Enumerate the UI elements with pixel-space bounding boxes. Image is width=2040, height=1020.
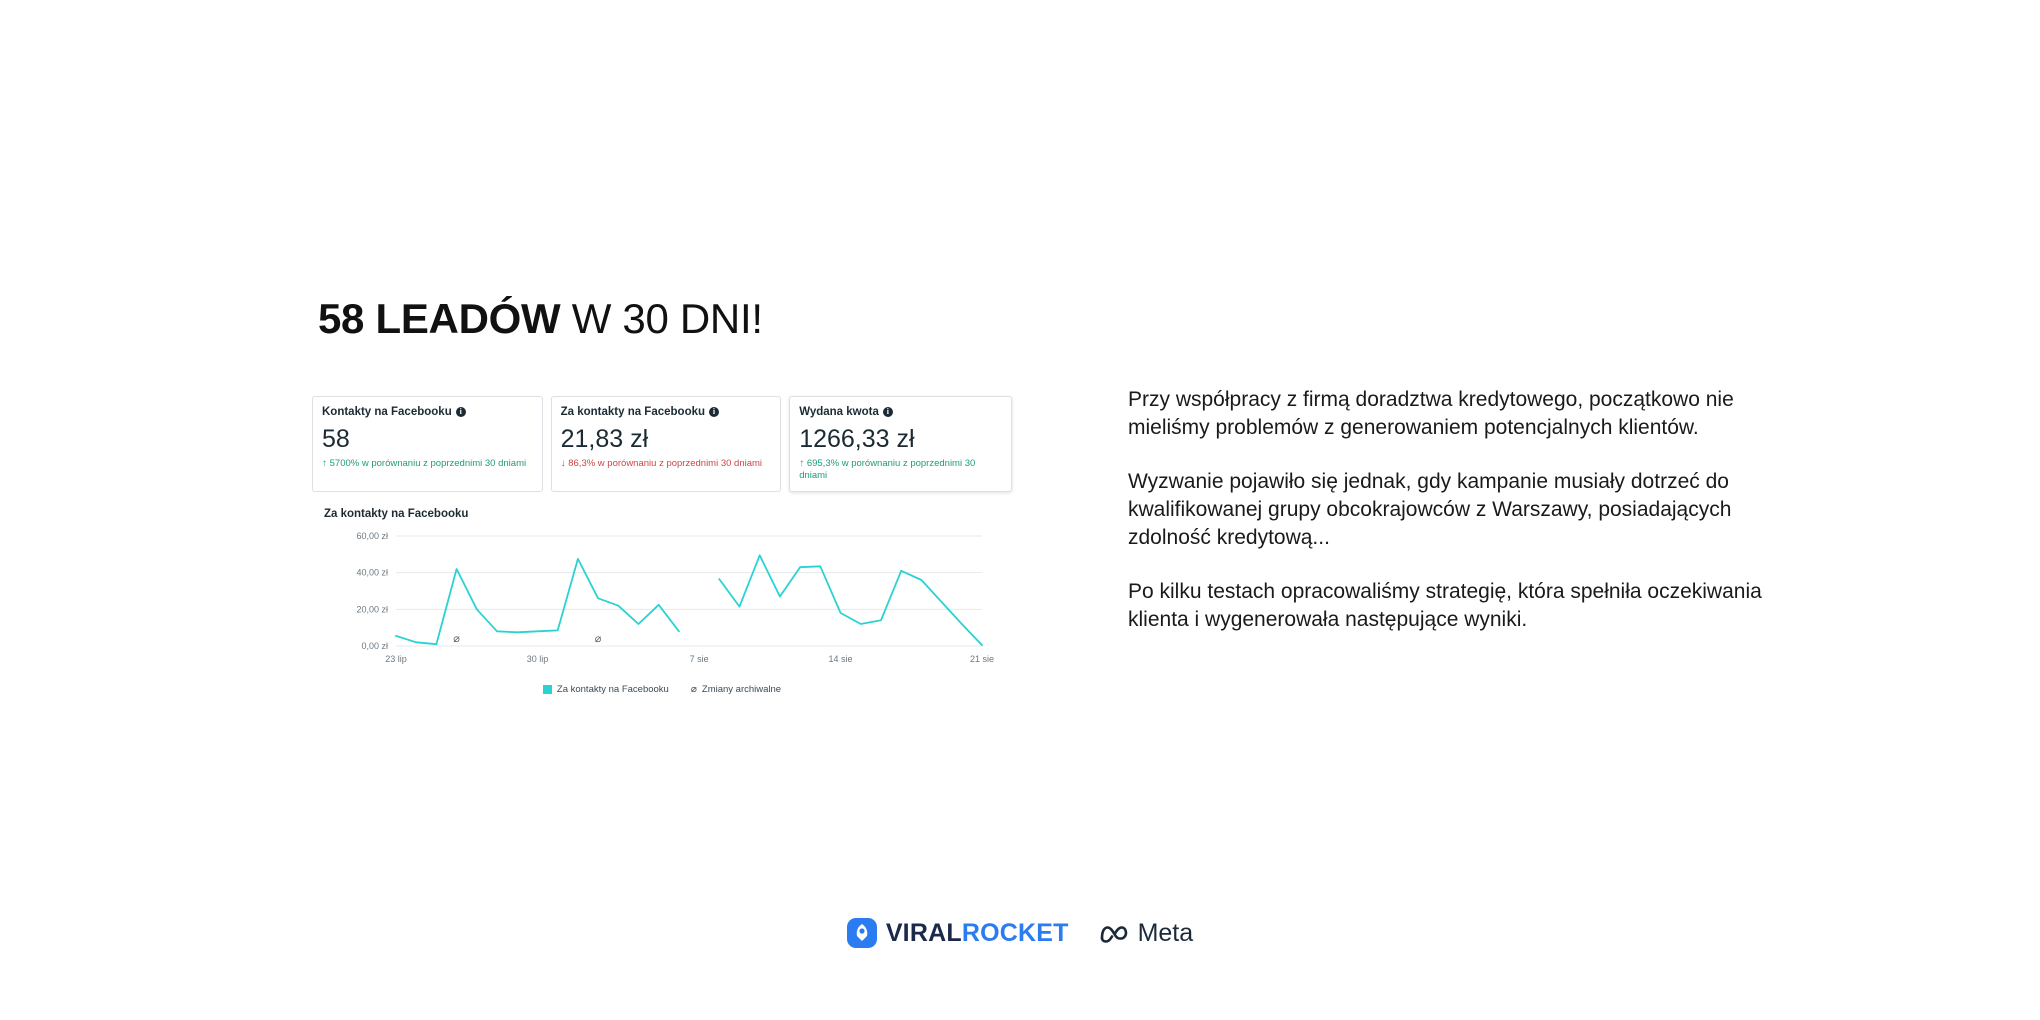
metric-delta bbox=[322, 458, 533, 470]
paragraph-3: Po kilku testach opracowaliśmy strategię, która spełniła oczekiwania klienta i wygenerowała następujące wyniki. bbox=[1128, 580, 1762, 631]
archived-change-marker-icon[interactable]: ⌀ bbox=[594, 633, 602, 645]
page-title-light: W 30 DNI! bbox=[560, 295, 763, 342]
metric-delta-label: 5700% w porównaniu z poprzednimi 30 dniami bbox=[329, 458, 527, 469]
x-axis-tick-label: 14 sie bbox=[828, 654, 853, 664]
chart-panel bbox=[312, 498, 1012, 707]
metric-title-label: Kontakty na Facebooku bbox=[322, 406, 452, 418]
legend-item-archived-changes[interactable] bbox=[691, 684, 781, 695]
chart-series-line bbox=[396, 559, 679, 644]
x-axis-tick-label: 23 lip bbox=[385, 654, 407, 664]
chart-svg bbox=[324, 528, 1000, 676]
metric-card-amount-spent bbox=[789, 396, 1012, 492]
metric-title-label: Za kontakty na Facebooku bbox=[560, 406, 706, 418]
meta-logo bbox=[1099, 919, 1194, 948]
metric-value: 21,83 zł bbox=[560, 425, 649, 453]
meta-infinity-icon bbox=[1099, 922, 1131, 944]
chart-legend bbox=[324, 684, 1000, 695]
metric-delta bbox=[799, 458, 1002, 482]
metric-value: 58 bbox=[322, 425, 350, 453]
metric-title bbox=[799, 405, 1002, 419]
metric-card-leads bbox=[312, 396, 543, 492]
viralrocket-wordmark bbox=[886, 919, 1069, 948]
y-axis-tick-label: 20,00 zł bbox=[356, 604, 388, 615]
x-axis-tick-label: 21 sie bbox=[969, 654, 995, 664]
metric-card-row bbox=[312, 396, 1012, 492]
metric-card-cost-per-lead bbox=[551, 396, 782, 492]
metric-title bbox=[322, 405, 533, 419]
body-copy bbox=[1128, 386, 1768, 634]
chart-title: Za kontakty na Facebooku bbox=[324, 508, 469, 520]
metric-delta-label: 86,3% w porównaniu z poprzednimi 30 dniami bbox=[568, 458, 763, 469]
x-axis-tick-label: 7 sie bbox=[689, 654, 709, 664]
legend-label: Zmiany archiwalne bbox=[701, 684, 782, 695]
viralrocket-word-2: ROCKET bbox=[961, 918, 1069, 947]
legend-swatch-icon bbox=[543, 685, 552, 694]
arrow-up-icon: ↑ bbox=[322, 458, 327, 469]
legend-label: Za kontakty na Facebooku bbox=[556, 684, 669, 695]
y-axis-tick-label: 40,00 zł bbox=[356, 567, 388, 578]
arrow-up-icon: ↑ bbox=[799, 458, 805, 469]
footer-logos bbox=[0, 918, 2040, 948]
viralrocket-logo bbox=[847, 918, 1069, 948]
info-icon[interactable]: i bbox=[883, 407, 893, 417]
meta-wordmark: Meta bbox=[1137, 918, 1194, 947]
x-axis-tick-label: 30 lip bbox=[526, 654, 549, 664]
paragraph-1: Przy współpracy z firmą doradztwa kredytowego, początkowo nie mieliśmy problemów z generowaniem potencjalnych klientów. bbox=[1128, 388, 1734, 439]
info-icon[interactable]: i bbox=[456, 407, 466, 417]
viralrocket-mark-icon bbox=[847, 918, 877, 948]
archived-change-marker-icon[interactable]: ⌀ bbox=[453, 633, 460, 645]
chart-series-line bbox=[719, 555, 982, 645]
metric-delta-label: 695,3% w porównaniu z poprzednimi 30 dniami bbox=[799, 458, 976, 481]
viralrocket-word-1: VIRAL bbox=[885, 918, 962, 947]
metric-title bbox=[561, 405, 772, 419]
y-axis-tick-label: 0,00 zł bbox=[361, 641, 388, 651]
metric-value: 1266,33 zł bbox=[799, 425, 915, 453]
arrow-down-icon: ↓ bbox=[560, 458, 566, 469]
info-icon[interactable]: i bbox=[709, 407, 719, 417]
metric-title-label: Wydana kwota bbox=[799, 406, 879, 418]
page-title bbox=[318, 295, 763, 343]
paragraph-2: Wyzwanie pojawiło się jednak, gdy kampanie musiały dotrzeć do kwalifikowanej grupy obcokrajowców z Warszawy, posiadających zdolność kredytową... bbox=[1128, 470, 1732, 549]
page-title-bold: 58 LEADÓW bbox=[318, 295, 561, 342]
line-chart bbox=[324, 528, 1000, 676]
ads-dashboard-screenshot bbox=[312, 396, 1012, 707]
metric-delta bbox=[561, 458, 772, 470]
y-axis-tick-label: 60,00 zł bbox=[356, 531, 388, 541]
legend-item-series[interactable] bbox=[543, 684, 669, 695]
archived-changes-icon: ⌀ bbox=[690, 684, 697, 695]
